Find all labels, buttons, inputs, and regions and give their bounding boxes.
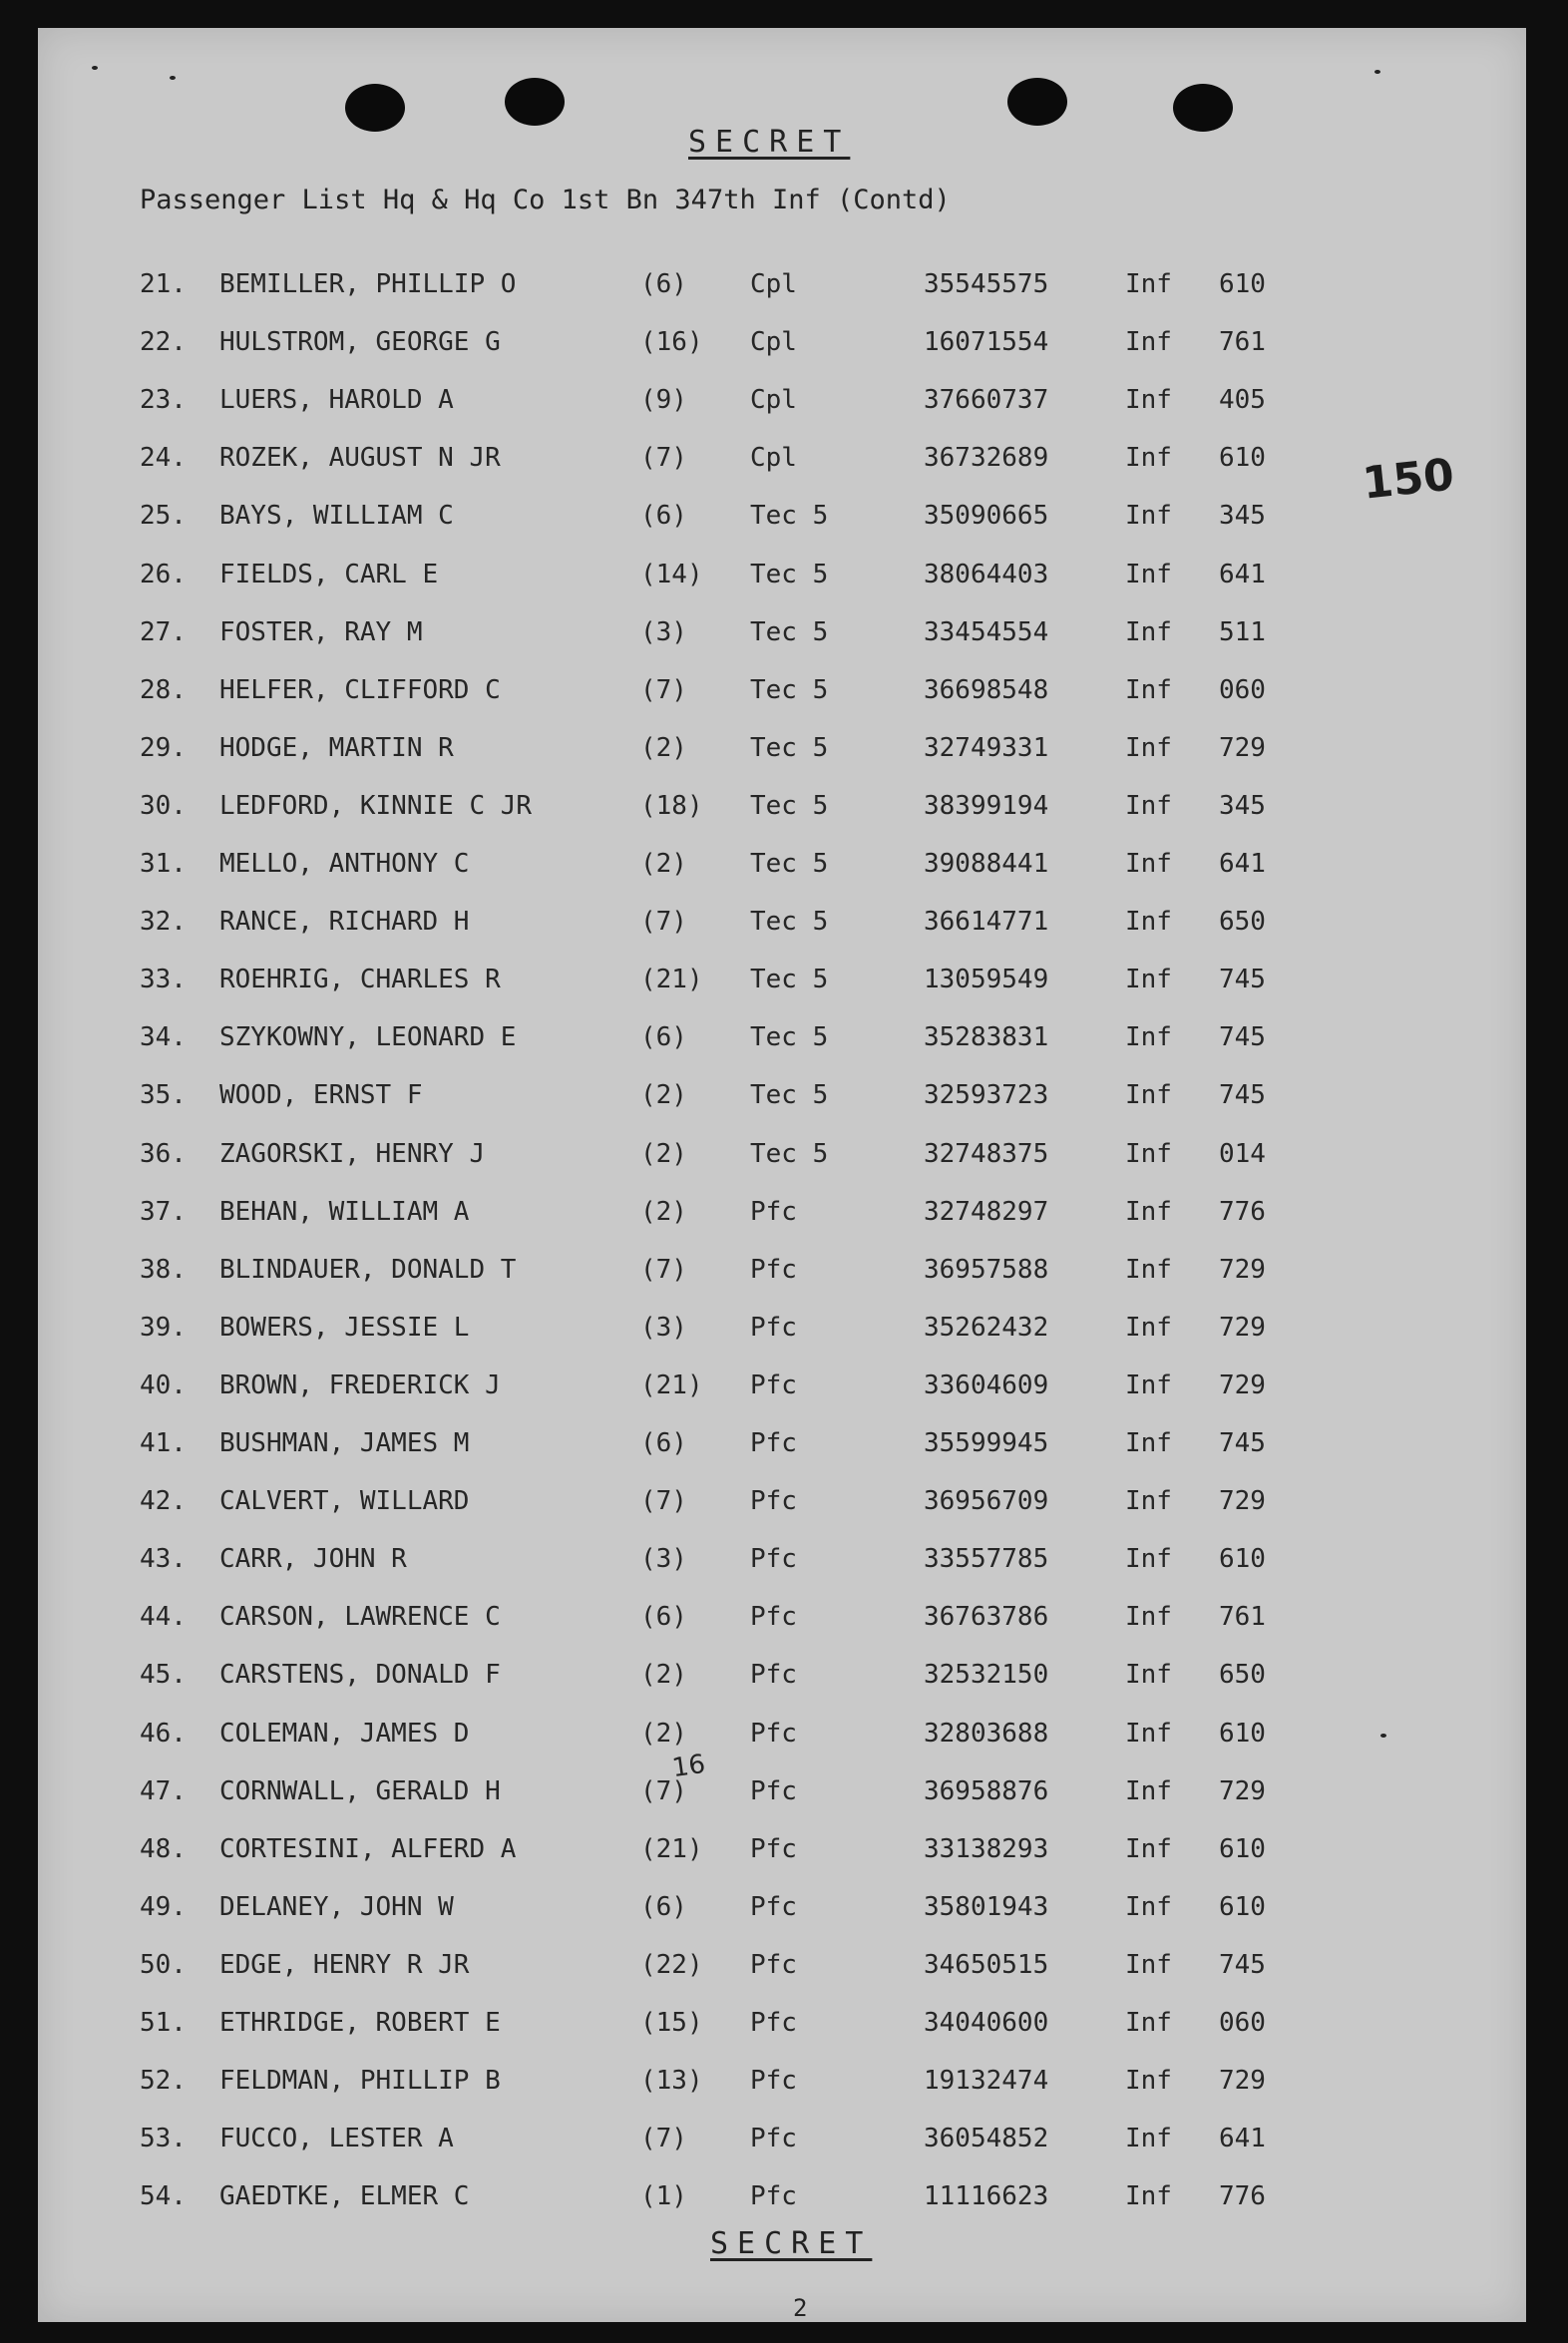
list-item <box>0 1428 1396 1468</box>
specialty-code: 729 <box>1219 1369 1266 1400</box>
group-number: (7) <box>640 674 687 705</box>
passenger-name: ROEHRIG, CHARLES R <box>219 965 501 995</box>
group-number: (1) <box>640 2181 687 2212</box>
rank: Pfc <box>750 1312 797 1343</box>
row-number: 21. <box>140 269 187 299</box>
group-number: (7) <box>640 1254 687 1285</box>
passenger-name: CARR, JOHN R <box>219 1544 407 1575</box>
passenger-name: CORTESINI, ALFERD A <box>219 1833 517 1864</box>
specialty-code: 610 <box>1219 1718 1266 1749</box>
list-item <box>0 791 1396 831</box>
rank: Tec 5 <box>750 849 829 879</box>
passenger-name: CARSON, LAWRENCE C <box>219 1602 501 1633</box>
list-item <box>0 1370 1396 1410</box>
arm-of-service: Inf <box>1125 2181 1172 2212</box>
row-number: 28. <box>140 674 187 705</box>
list-item <box>0 1139 1396 1179</box>
group-number: (6) <box>640 1428 687 1458</box>
serial-number: 34040600 <box>924 2008 1049 2038</box>
rank: Cpl <box>750 385 797 416</box>
passenger-name: ZAGORSKI, HENRY J <box>219 1138 486 1169</box>
serial-number: 36957588 <box>924 1254 1049 1285</box>
list-item <box>0 1544 1396 1584</box>
rank: Cpl <box>750 269 797 299</box>
passenger-name: LUERS, HAROLD A <box>219 385 454 416</box>
specialty-code: 610 <box>1219 443 1266 474</box>
specialty-code: 345 <box>1219 501 1266 532</box>
row-number: 42. <box>140 1486 187 1517</box>
serial-number: 32748375 <box>924 1138 1049 1169</box>
punch-hole <box>1173 84 1233 132</box>
list-item <box>0 733 1396 773</box>
group-number: (6) <box>640 1891 687 1922</box>
serial-number: 32593723 <box>924 1080 1049 1111</box>
passenger-name: BEHAN, WILLIAM A <box>219 1196 470 1227</box>
rank: Pfc <box>750 1660 797 1691</box>
list-item <box>0 1313 1396 1353</box>
document-subtitle: Passenger List Hq & Hq Co 1st Bn 347th Inf (Contd) <box>140 185 951 215</box>
row-number: 41. <box>140 1428 187 1458</box>
list-item <box>0 269 1396 309</box>
passenger-name: BAYS, WILLIAM C <box>219 501 454 532</box>
arm-of-service: Inf <box>1125 1369 1172 1400</box>
serial-number: 11116623 <box>924 2181 1049 2212</box>
rank: Pfc <box>750 1428 797 1458</box>
row-number: 24. <box>140 443 187 474</box>
specialty-code: 745 <box>1219 1428 1266 1458</box>
group-number: (2) <box>640 1138 687 1169</box>
list-item <box>0 617 1396 657</box>
group-number: (2) <box>640 1660 687 1691</box>
arm-of-service: Inf <box>1125 501 1172 532</box>
page-number: 2 <box>793 2294 808 2322</box>
arm-of-service: Inf <box>1125 1196 1172 1227</box>
serial-number: 33138293 <box>924 1833 1049 1864</box>
arm-of-service: Inf <box>1125 907 1172 938</box>
rank: Pfc <box>750 2066 797 2097</box>
specialty-code: 745 <box>1219 1080 1266 1111</box>
arm-of-service: Inf <box>1125 616 1172 647</box>
arm-of-service: Inf <box>1125 790 1172 821</box>
serial-number: 36614771 <box>924 907 1049 938</box>
rank: Tec 5 <box>750 790 829 821</box>
group-number: (9) <box>640 385 687 416</box>
row-number: 36. <box>140 1138 187 1169</box>
rank: Tec 5 <box>750 616 829 647</box>
list-item <box>0 1660 1396 1700</box>
row-number: 23. <box>140 385 187 416</box>
specialty-code: 776 <box>1219 2181 1266 2212</box>
group-number: (6) <box>640 269 687 299</box>
specialty-code: 729 <box>1219 1254 1266 1285</box>
serial-number: 36732689 <box>924 443 1049 474</box>
rank: Tec 5 <box>750 674 829 705</box>
arm-of-service: Inf <box>1125 1718 1172 1749</box>
classification-header: SECRET <box>688 125 851 160</box>
group-number: (14) <box>640 559 703 589</box>
passenger-name: ETHRIDGE, ROBERT E <box>219 2008 501 2038</box>
rank: Pfc <box>750 1891 797 1922</box>
classification-footer: SECRET <box>710 2226 873 2261</box>
serial-number: 34650515 <box>924 1949 1049 1980</box>
row-number: 46. <box>140 1718 187 1749</box>
serial-number: 32748297 <box>924 1196 1049 1227</box>
specialty-code: 641 <box>1219 2124 1266 2154</box>
row-number: 26. <box>140 559 187 589</box>
speck <box>170 76 176 80</box>
group-number: (7) <box>640 2124 687 2154</box>
list-item <box>0 385 1396 425</box>
specialty-code: 610 <box>1219 1544 1266 1575</box>
list-item <box>0 1602 1396 1642</box>
specialty-code: 641 <box>1219 849 1266 879</box>
rank: Pfc <box>750 1775 797 1806</box>
passenger-name: BROWN, FREDERICK J <box>219 1369 501 1400</box>
row-number: 50. <box>140 1949 187 1980</box>
group-number: (2) <box>640 732 687 763</box>
specialty-code: 745 <box>1219 1949 1266 1980</box>
rank: Tec 5 <box>750 1022 829 1053</box>
rank: Pfc <box>750 2124 797 2154</box>
serial-number: 36958876 <box>924 1775 1049 1806</box>
passenger-name: LEDFORD, KINNIE C JR <box>219 790 533 821</box>
specialty-code: 610 <box>1219 1833 1266 1864</box>
passenger-name: DELANEY, JOHN W <box>219 1891 454 1922</box>
punch-hole <box>345 84 405 132</box>
group-number: (7) <box>640 1775 687 1806</box>
serial-number: 19132474 <box>924 2066 1049 2097</box>
group-number: (2) <box>640 1718 687 1749</box>
row-number: 33. <box>140 965 187 995</box>
rank: Tec 5 <box>750 907 829 938</box>
row-number: 54. <box>140 2181 187 2212</box>
specialty-code: 729 <box>1219 1312 1266 1343</box>
group-number: (18) <box>640 790 703 821</box>
list-item <box>0 1950 1396 1990</box>
arm-of-service: Inf <box>1125 2124 1172 2154</box>
specialty-code: 745 <box>1219 1022 1266 1053</box>
rank: Cpl <box>750 443 797 474</box>
rank: Tec 5 <box>750 559 829 589</box>
row-number: 43. <box>140 1544 187 1575</box>
list-item <box>0 965 1396 1004</box>
rank: Pfc <box>750 1544 797 1575</box>
row-number: 29. <box>140 732 187 763</box>
specialty-code: 405 <box>1219 385 1266 416</box>
arm-of-service: Inf <box>1125 965 1172 995</box>
rank: Pfc <box>750 2008 797 2038</box>
serial-number: 36054852 <box>924 2124 1049 2154</box>
arm-of-service: Inf <box>1125 849 1172 879</box>
specialty-code: 014 <box>1219 1138 1266 1169</box>
group-number: (6) <box>640 1022 687 1053</box>
list-item <box>0 675 1396 715</box>
arm-of-service: Inf <box>1125 1138 1172 1169</box>
row-number: 25. <box>140 501 187 532</box>
passenger-name: BUSHMAN, JAMES M <box>219 1428 470 1458</box>
list-item <box>0 1197 1396 1237</box>
passenger-name: FOSTER, RAY M <box>219 616 423 647</box>
passenger-name: WOOD, ERNST F <box>219 1080 423 1111</box>
passenger-name: HULSTROM, GEORGE G <box>219 327 501 358</box>
arm-of-service: Inf <box>1125 2066 1172 2097</box>
rank: Pfc <box>750 1602 797 1633</box>
serial-number: 32803688 <box>924 1718 1049 1749</box>
rank: Tec 5 <box>750 965 829 995</box>
group-number: (21) <box>640 965 703 995</box>
arm-of-service: Inf <box>1125 2008 1172 2038</box>
arm-of-service: Inf <box>1125 1254 1172 1285</box>
row-number: 40. <box>140 1369 187 1400</box>
passenger-name: ROZEK, AUGUST N JR <box>219 443 501 474</box>
rank: Pfc <box>750 2181 797 2212</box>
serial-number: 38399194 <box>924 790 1049 821</box>
list-item <box>0 560 1396 599</box>
serial-number: 36698548 <box>924 674 1049 705</box>
specialty-code: 610 <box>1219 1891 1266 1922</box>
list-item <box>0 2066 1396 2106</box>
list-item <box>0 1892 1396 1932</box>
row-number: 53. <box>140 2124 187 2154</box>
passenger-name: FIELDS, CARL E <box>219 559 439 589</box>
list-item <box>0 327 1396 367</box>
specialty-code: 729 <box>1219 732 1266 763</box>
arm-of-service: Inf <box>1125 732 1172 763</box>
group-number: (15) <box>640 2008 703 2038</box>
list-item <box>0 849 1396 889</box>
arm-of-service: Inf <box>1125 1602 1172 1633</box>
arm-of-service: Inf <box>1125 443 1172 474</box>
row-number: 35. <box>140 1080 187 1111</box>
group-number: (7) <box>640 1486 687 1517</box>
specialty-code: 641 <box>1219 559 1266 589</box>
row-number: 22. <box>140 327 187 358</box>
specialty-code: 729 <box>1219 1486 1266 1517</box>
rank: Cpl <box>750 327 797 358</box>
group-number: (21) <box>640 1833 703 1864</box>
passenger-name: MELLO, ANTHONY C <box>219 849 470 879</box>
arm-of-service: Inf <box>1125 674 1172 705</box>
rank: Pfc <box>750 1949 797 1980</box>
specialty-code: 776 <box>1219 1196 1266 1227</box>
serial-number: 32532150 <box>924 1660 1049 1691</box>
group-number: (2) <box>640 849 687 879</box>
row-number: 49. <box>140 1891 187 1922</box>
serial-number: 38064403 <box>924 559 1049 589</box>
specialty-code: 060 <box>1219 2008 1266 2038</box>
rank: Tec 5 <box>750 1080 829 1111</box>
punch-hole <box>1007 78 1067 126</box>
serial-number: 35599945 <box>924 1428 1049 1458</box>
specialty-code: 060 <box>1219 674 1266 705</box>
group-number: (2) <box>640 1080 687 1111</box>
list-item <box>0 2181 1396 2221</box>
serial-number: 35545575 <box>924 269 1049 299</box>
serial-number: 33454554 <box>924 616 1049 647</box>
arm-of-service: Inf <box>1125 1544 1172 1575</box>
rank: Pfc <box>750 1254 797 1285</box>
specialty-code: 650 <box>1219 1660 1266 1691</box>
rank: Pfc <box>750 1833 797 1864</box>
passenger-name: FELDMAN, PHILLIP B <box>219 2066 501 2097</box>
rank: Pfc <box>750 1486 797 1517</box>
punch-hole <box>505 78 565 126</box>
group-number: (2) <box>640 1196 687 1227</box>
arm-of-service: Inf <box>1125 1080 1172 1111</box>
row-number: 38. <box>140 1254 187 1285</box>
rank: Pfc <box>750 1718 797 1749</box>
serial-number: 32749331 <box>924 732 1049 763</box>
group-number: (7) <box>640 443 687 474</box>
list-item <box>0 2124 1396 2163</box>
list-item <box>0 501 1396 541</box>
passenger-name: BEMILLER, PHILLIP O <box>219 269 517 299</box>
serial-number: 39088441 <box>924 849 1049 879</box>
passenger-name: BOWERS, JESSIE L <box>219 1312 470 1343</box>
arm-of-service: Inf <box>1125 1891 1172 1922</box>
rank: Pfc <box>750 1369 797 1400</box>
group-number: (6) <box>640 1602 687 1633</box>
list-item <box>0 1834 1396 1874</box>
serial-number: 36763786 <box>924 1602 1049 1633</box>
serial-number: 35262432 <box>924 1312 1049 1343</box>
row-number: 31. <box>140 849 187 879</box>
arm-of-service: Inf <box>1125 327 1172 358</box>
list-item <box>0 1255 1396 1295</box>
specialty-code: 650 <box>1219 907 1266 938</box>
row-number: 47. <box>140 1775 187 1806</box>
list-item <box>0 907 1396 947</box>
passenger-name: CALVERT, WILLARD <box>219 1486 470 1517</box>
specialty-code: 761 <box>1219 327 1266 358</box>
group-number: (21) <box>640 1369 703 1400</box>
specialty-code: 761 <box>1219 1602 1266 1633</box>
specialty-code: 511 <box>1219 616 1266 647</box>
list-item <box>0 1022 1396 1062</box>
arm-of-service: Inf <box>1125 269 1172 299</box>
row-number: 52. <box>140 2066 187 2097</box>
arm-of-service: Inf <box>1125 559 1172 589</box>
arm-of-service: Inf <box>1125 1949 1172 1980</box>
specialty-code: 610 <box>1219 269 1266 299</box>
passenger-name: EDGE, HENRY R JR <box>219 1949 470 1980</box>
group-number: (22) <box>640 1949 703 1980</box>
row-number: 44. <box>140 1602 187 1633</box>
passenger-name: HODGE, MARTIN R <box>219 732 454 763</box>
passenger-name: CORNWALL, GERALD H <box>219 1775 501 1806</box>
row-number: 34. <box>140 1022 187 1053</box>
passenger-name: BLINDAUER, DONALD T <box>219 1254 517 1285</box>
arm-of-service: Inf <box>1125 1022 1172 1053</box>
arm-of-service: Inf <box>1125 1775 1172 1806</box>
passenger-name: FUCCO, LESTER A <box>219 2124 454 2154</box>
serial-number: 37660737 <box>924 385 1049 416</box>
group-number: (16) <box>640 327 703 358</box>
passenger-name: HELFER, CLIFFORD C <box>219 674 501 705</box>
row-number: 30. <box>140 790 187 821</box>
row-number: 48. <box>140 1833 187 1864</box>
rank: Tec 5 <box>750 1138 829 1169</box>
specialty-code: 729 <box>1219 2066 1266 2097</box>
rank: Pfc <box>750 1196 797 1227</box>
rank: Tec 5 <box>750 501 829 532</box>
list-item <box>0 1080 1396 1120</box>
group-number: (3) <box>640 1544 687 1575</box>
row-number: 45. <box>140 1660 187 1691</box>
serial-number: 35090665 <box>924 501 1049 532</box>
handwritten-correction: 16 <box>670 1749 708 1784</box>
serial-number: 16071554 <box>924 327 1049 358</box>
group-number: (6) <box>640 501 687 532</box>
passenger-name: COLEMAN, JAMES D <box>219 1718 470 1749</box>
list-item <box>0 443 1396 483</box>
group-number: (3) <box>640 616 687 647</box>
passenger-name: CARSTENS, DONALD F <box>219 1660 501 1691</box>
serial-number: 13059549 <box>924 965 1049 995</box>
list-item <box>0 1486 1396 1526</box>
serial-number: 35283831 <box>924 1022 1049 1053</box>
serial-number: 33604609 <box>924 1369 1049 1400</box>
arm-of-service: Inf <box>1125 1486 1172 1517</box>
row-number: 51. <box>140 2008 187 2038</box>
list-item <box>0 1776 1396 1816</box>
rank: Tec 5 <box>750 732 829 763</box>
arm-of-service: Inf <box>1125 1660 1172 1691</box>
serial-number: 35801943 <box>924 1891 1049 1922</box>
serial-number: 33557785 <box>924 1544 1049 1575</box>
row-number: 27. <box>140 616 187 647</box>
arm-of-service: Inf <box>1125 1833 1172 1864</box>
specialty-code: 745 <box>1219 965 1266 995</box>
handwritten-page-number: 150 <box>1360 449 1457 510</box>
arm-of-service: Inf <box>1125 385 1172 416</box>
speck <box>1374 70 1380 74</box>
speck <box>92 66 98 70</box>
group-number: (13) <box>640 2066 703 2097</box>
passenger-name: GAEDTKE, ELMER C <box>219 2181 470 2212</box>
row-number: 39. <box>140 1312 187 1343</box>
serial-number: 36956709 <box>924 1486 1049 1517</box>
row-number: 32. <box>140 907 187 938</box>
group-number: (3) <box>640 1312 687 1343</box>
specialty-code: 729 <box>1219 1775 1266 1806</box>
passenger-name: SZYKOWNY, LEONARD E <box>219 1022 517 1053</box>
row-number: 37. <box>140 1196 187 1227</box>
list-item <box>0 2008 1396 2048</box>
group-number: (7) <box>640 907 687 938</box>
arm-of-service: Inf <box>1125 1428 1172 1458</box>
specialty-code: 345 <box>1219 790 1266 821</box>
arm-of-service: Inf <box>1125 1312 1172 1343</box>
passenger-name: RANCE, RICHARD H <box>219 907 470 938</box>
